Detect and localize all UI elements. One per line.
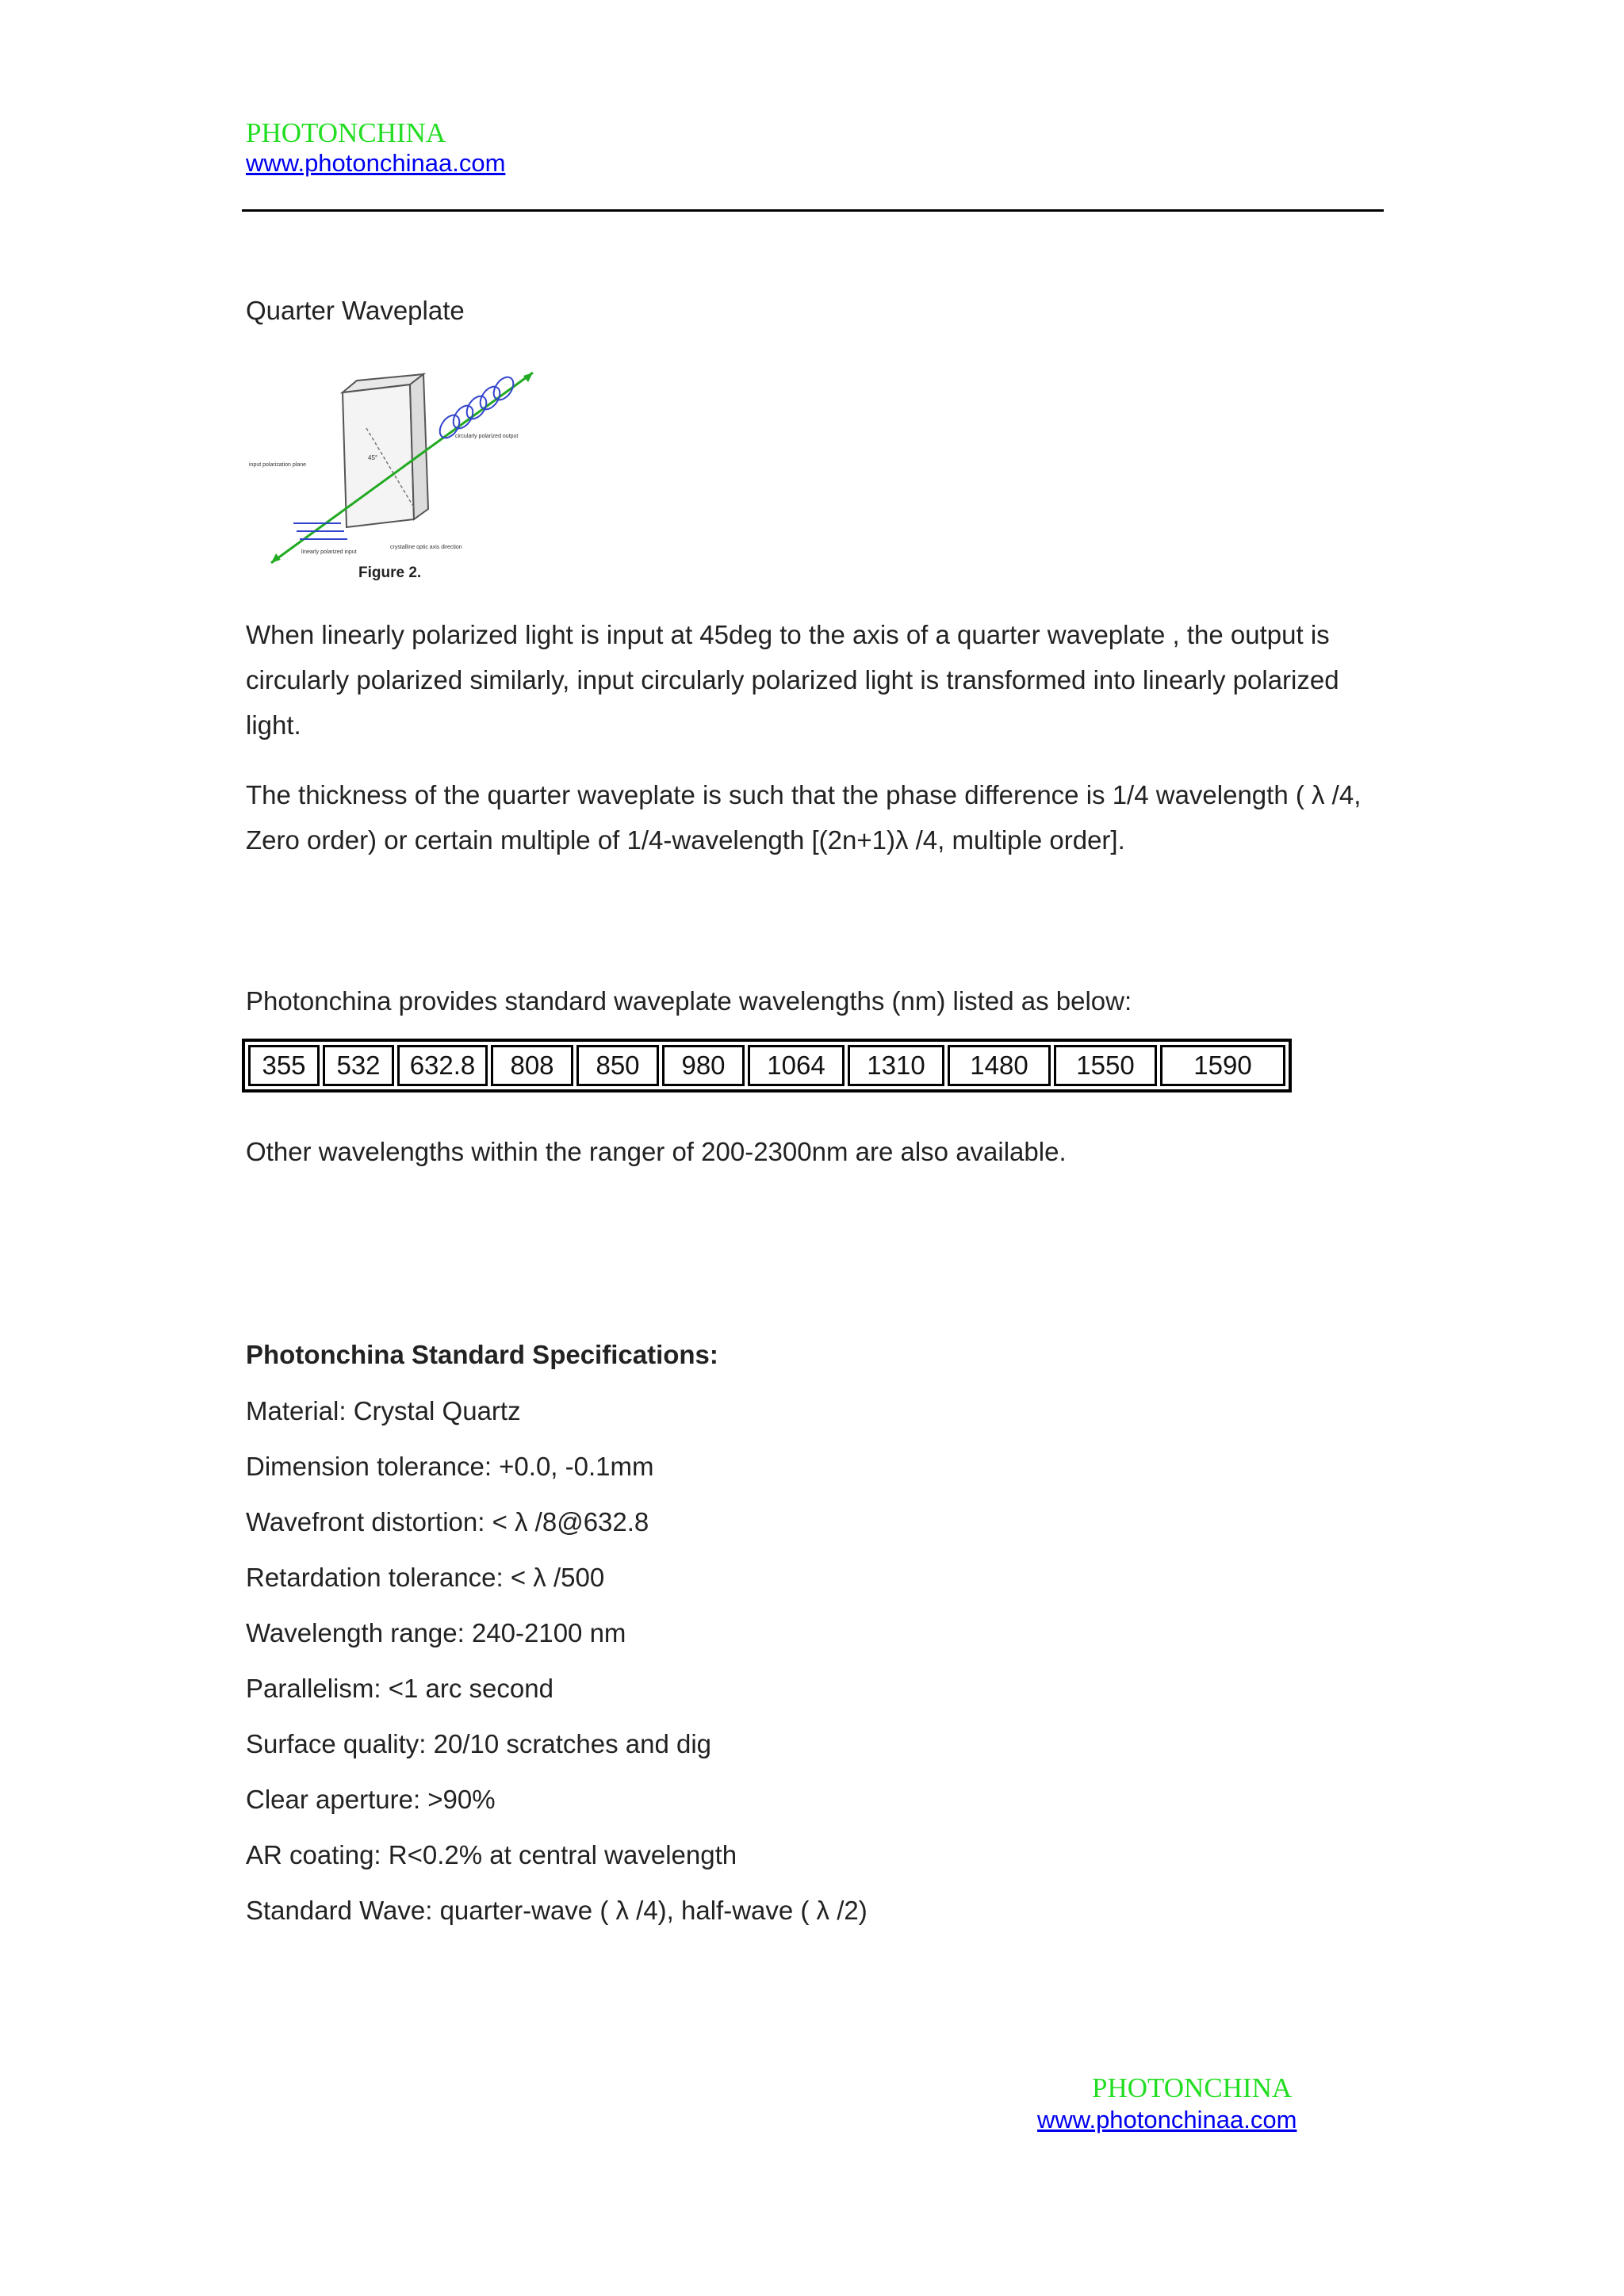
spec-item: Retardation tolerance: < λ /500	[246, 1563, 605, 1592]
wavelength-cell: 1480	[948, 1045, 1051, 1086]
spec-item: Surface quality: 20/10 scratches and dig	[246, 1729, 712, 1758]
beam-arrow-icon	[523, 373, 533, 382]
label-axis: crystalline optic axis direction	[390, 545, 462, 550]
waveplate-front-face	[343, 385, 414, 527]
spec-item: Clear aperture: >90%	[246, 1785, 496, 1814]
spec-item: Standard Wave: quarter-wave ( λ /4), half-wave ( λ /2)	[246, 1896, 868, 1925]
wavelength-cell: 1310	[848, 1045, 944, 1086]
wavelength-table	[242, 1039, 1292, 1093]
header-brand: PHOTONCHINA	[246, 117, 446, 148]
figure-caption: Figure 2.	[358, 564, 422, 581]
label-input: linearly polarized input	[301, 549, 357, 555]
quarter-waveplate-figure	[247, 365, 557, 587]
table-row	[248, 1045, 1285, 1086]
page-title: Quarter Waveplate	[246, 296, 465, 325]
beam-start-arrow-icon	[271, 553, 281, 563]
linear-polarization-arrows	[293, 523, 347, 539]
wavelength-cell: 355	[248, 1045, 320, 1086]
waveplate-side-face	[410, 374, 428, 519]
footer-url-link[interactable]: www.photonchinaa.com	[1037, 2106, 1297, 2133]
wavelength-cell: 808	[491, 1045, 573, 1086]
label-input-plane: input polarization plane	[249, 462, 306, 468]
wavelength-cell: 1550	[1054, 1045, 1157, 1086]
specs-heading: Photonchina Standard Specifications:	[246, 1340, 718, 1369]
wavelength-intro: Photonchina provides standard waveplate wavelengths (nm) listed as below:	[246, 986, 1132, 1016]
footer-brand: PHOTONCHINA	[1092, 2072, 1293, 2103]
wavelength-cell: 1590	[1160, 1045, 1285, 1086]
wavelength-cell: 850	[576, 1045, 659, 1086]
spec-item: Material: Crystal Quartz	[246, 1396, 521, 1425]
other-wavelengths-note: Other wavelengths within the ranger of 200-2300nm are also available.	[246, 1137, 1067, 1166]
spec-item: Wavefront distortion: < λ /8@632.8	[246, 1507, 649, 1536]
header-url-link[interactable]: www.photonchinaa.com	[246, 149, 506, 177]
label-angle: 45°	[368, 454, 378, 461]
circular-polarization-helix	[436, 373, 518, 442]
wavelength-cell: 532	[323, 1045, 394, 1086]
spec-item: AR coating: R<0.2% at central wavelength	[246, 1840, 737, 1869]
wavelength-cell: 632.8	[397, 1045, 488, 1086]
paragraph-thickness: The thickness of the quarter waveplate is such that the phase difference is 1/4 wavelength ( λ /4, Zero order) or certain multiple of 1/4-wavelength [(2n+1)λ /4, multiple order].	[246, 780, 1362, 855]
spec-item: Parallelism: <1 arc second	[246, 1674, 553, 1703]
header-divider	[242, 209, 1384, 212]
paragraph-input-output: When linearly polarized light is input at 45deg to the axis of a quarter waveplate , the output is circularly polarized similarly, input circularly polarized light is transformed into linearly polarized light.	[246, 620, 1339, 740]
label-output: circularly polarized output	[455, 434, 519, 439]
wavelength-cell: 1064	[748, 1045, 845, 1086]
spec-item: Wavelength range: 240-2100 nm	[246, 1618, 626, 1647]
wavelength-cell: 980	[662, 1045, 745, 1086]
spec-item: Dimension tolerance: +0.0, -0.1mm	[246, 1452, 654, 1481]
